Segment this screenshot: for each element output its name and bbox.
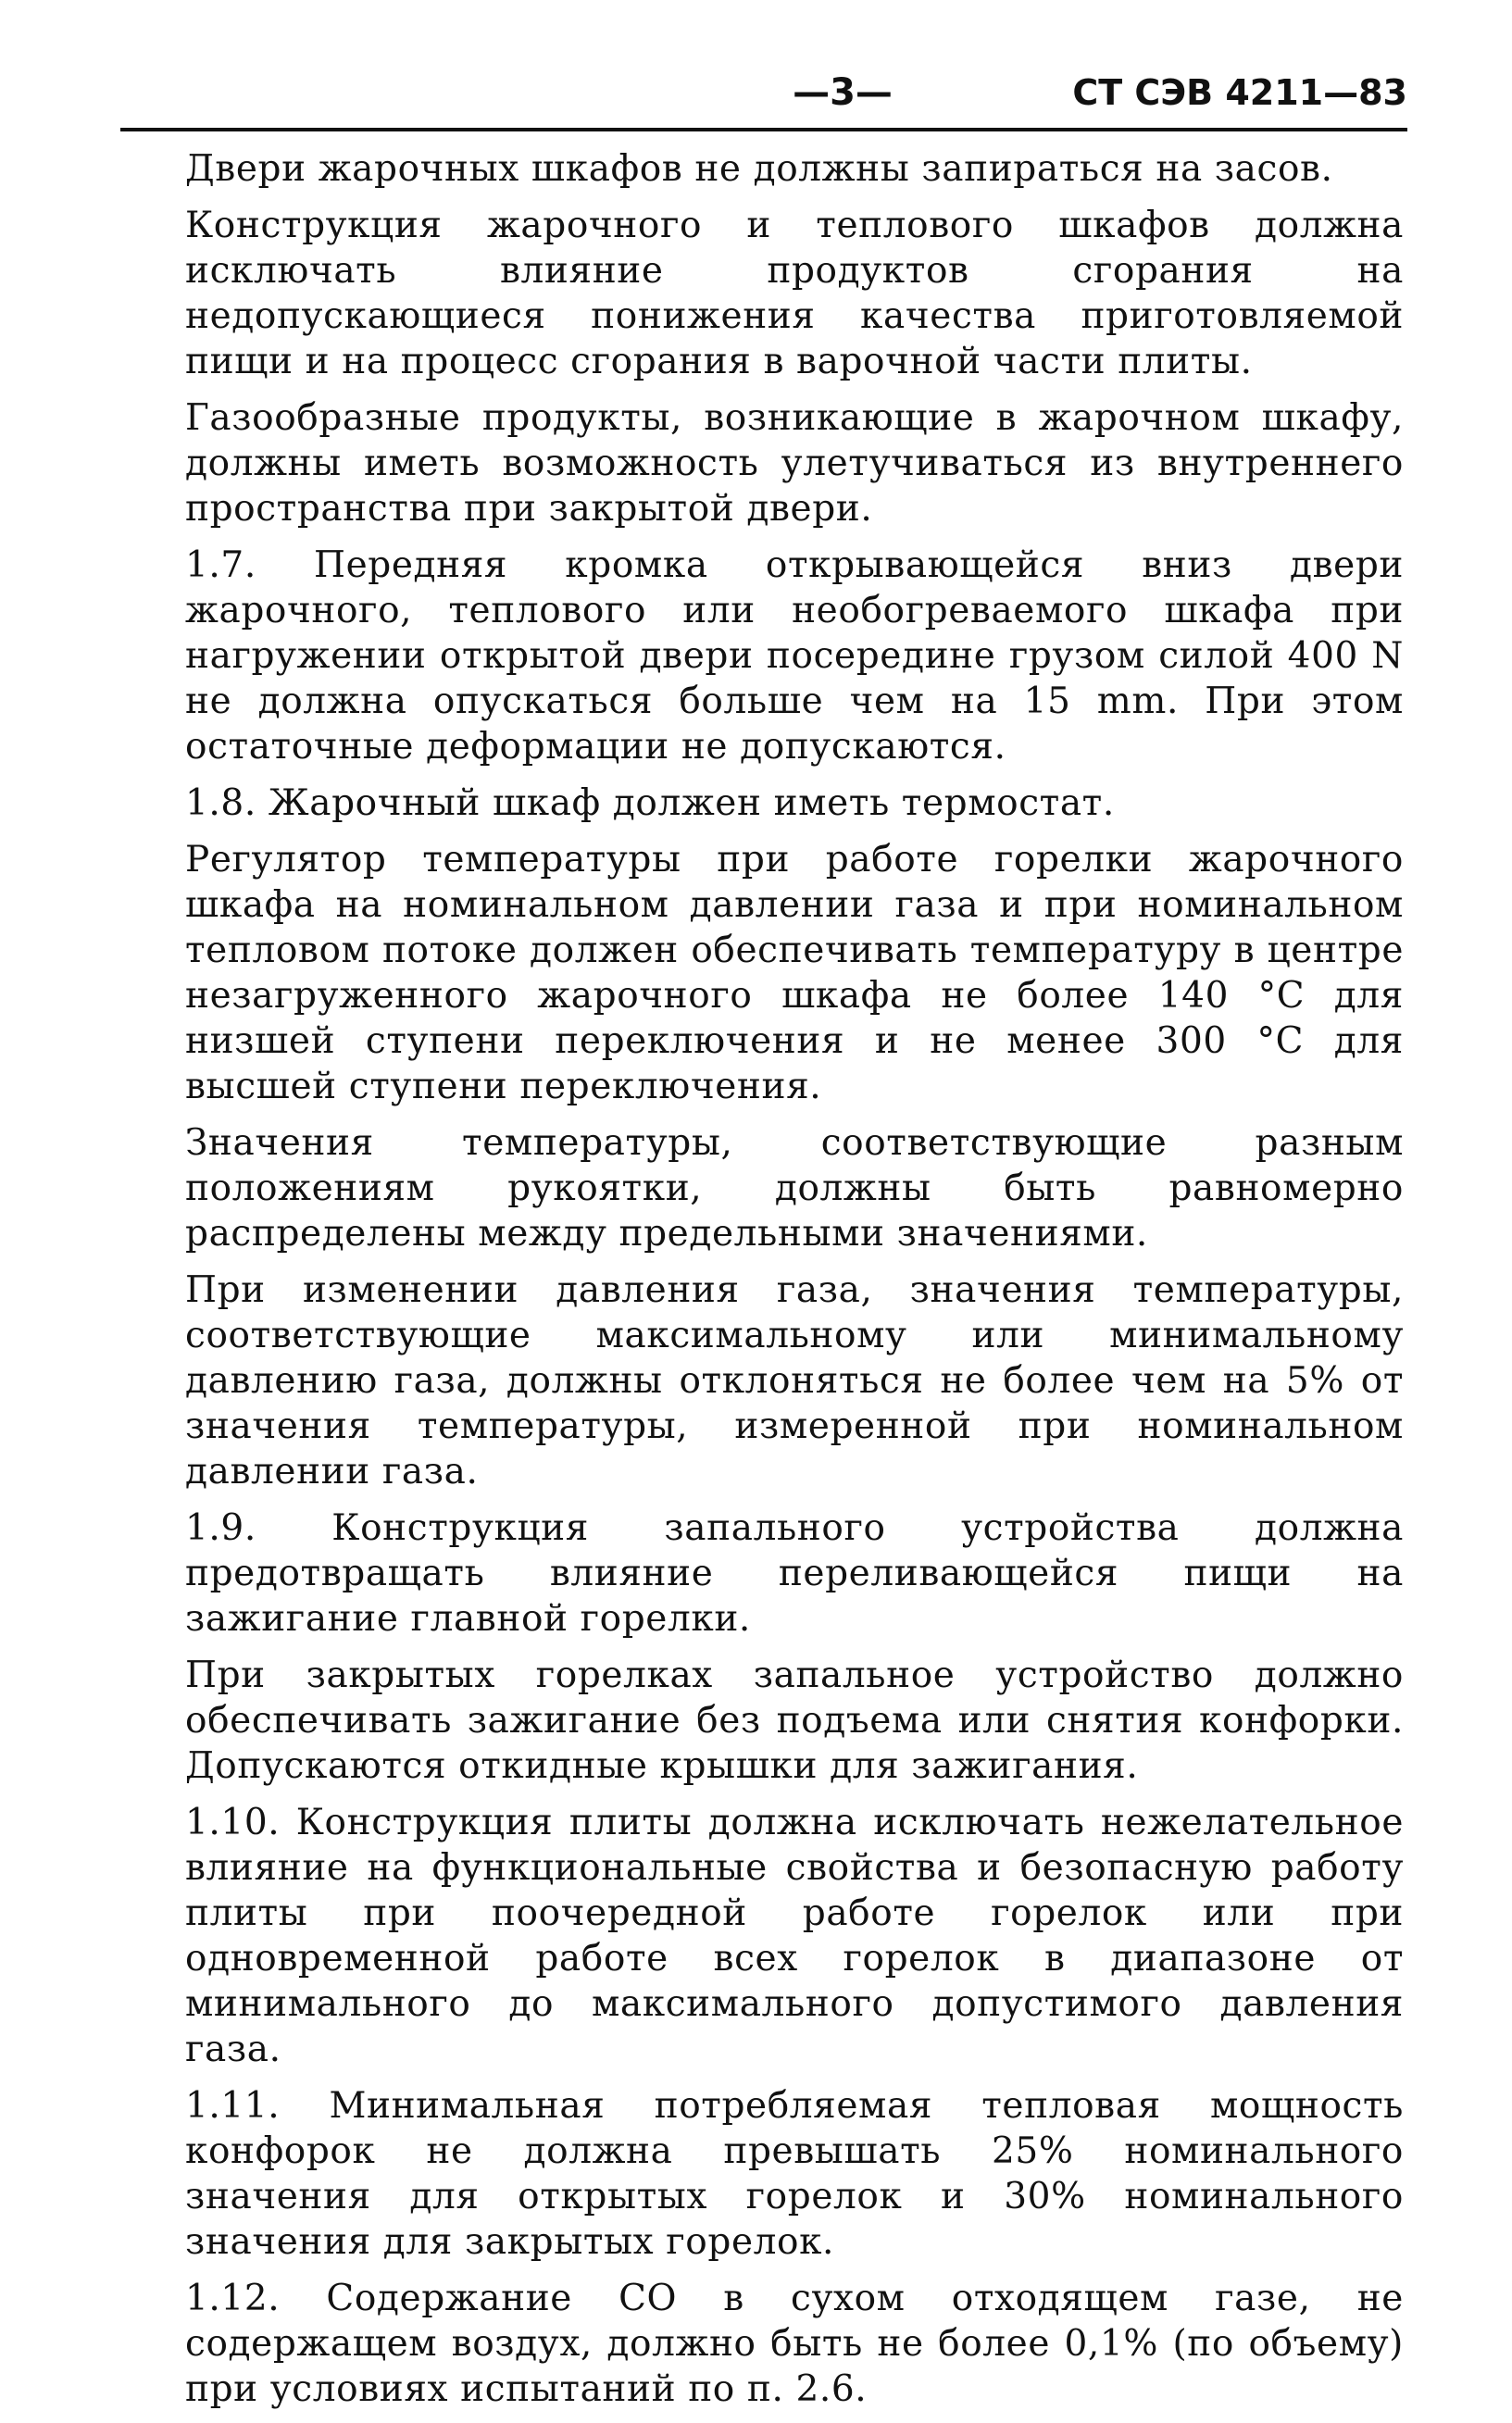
paragraph-1-11: 1.11. Минимальная потребляемая тепловая мощность конфорок не должна превышать 25% номинального значения для открытых горелок и 30% номинального значения для закрытых горелок. — [185, 2085, 1404, 2263]
page-header — [120, 65, 1407, 130]
paragraph-1-7: 1.7. Передняя кромка открывающейся вниз двери жарочного, теплового или необогреваемого шкафа при нагружении открытой двери посередине грузом силой 400 N не должна опускаться больше чем на 15 mm. При этом остаточные деформации не допускаются. — [185, 544, 1404, 768]
paragraph-pressure-change: При изменении давления газа, значения температуры, соответствующие максимальному или минимальному давлению газа, должны отклоняться не более чем на 5% от значения температуры, измеренной при номинальном давлении газа. — [185, 1269, 1404, 1493]
paragraph-temperature-values: Значения температуры, соответствующие разным положениям рукоятки, должны быть равномерно распределены между предельными значениями. — [185, 1122, 1404, 1255]
paragraph-oven-design: Конструкция жарочного и теплового шкафов должна исключать влияние продуктов сгорания на недопускающиеся понижения качества приготовляемой пищи и на процесс сгорания в варочной части плиты. — [185, 205, 1404, 382]
paragraph-closed-burners: При закрытых горелках запальное устройство должно обеспечивать зажигание без подъема или снятия конфорки. Допускаются откидные крышки для зажигания. — [185, 1655, 1404, 1787]
paragraph-oven-doors-latch: Двери жарочных шкафов не должны запираться на засов. — [185, 148, 1333, 190]
paragraph-gaseous-products: Газообразные продукты, возникающие в жарочном шкафу, должны иметь возможность улетучиваться из внутреннего пространства при закрытой двери. — [185, 397, 1404, 530]
paragraph-1-8: 1.8. Жарочный шкаф должен иметь термостат. — [185, 782, 1115, 824]
document-body — [185, 146, 1404, 2423]
paragraph-1-10: 1.10. Конструкция плиты должна исключать нежелательное влияние на функциональные свойства и безопасную работу плиты при поочередной работе горелок или при одновременной работе всех горелок в диапазоне от минимального до максимального допустимого давления газа. — [185, 1802, 1404, 2070]
page-number: —3— — [793, 71, 893, 114]
paragraph-temperature-regulator: Регулятор температуры при работе горелки жарочного шкафа на номинальном давлении газа и при номинальном тепловом потоке должен обеспечивать температуру в центре незагруженного жарочного шкафа не более 140 °C для низшей ступени переключения и не менее 300 °C для высшей ступени переключения. — [185, 839, 1404, 1107]
document-code: СТ СЭВ 4211—83 — [1072, 72, 1407, 113]
paragraph-1-9: 1.9. Конструкция запального устройства должна предотвращать влияние переливающейся пищи на зажигание главной горелки. — [185, 1507, 1404, 1640]
paragraph-1-12: 1.12. Содержание CO в сухом отходящем газе, не содержащем воздух, должно быть не более 0,1% (по объему) при условиях испытаний по п. 2.6. — [185, 2278, 1404, 2410]
header-rule — [120, 128, 1407, 131]
